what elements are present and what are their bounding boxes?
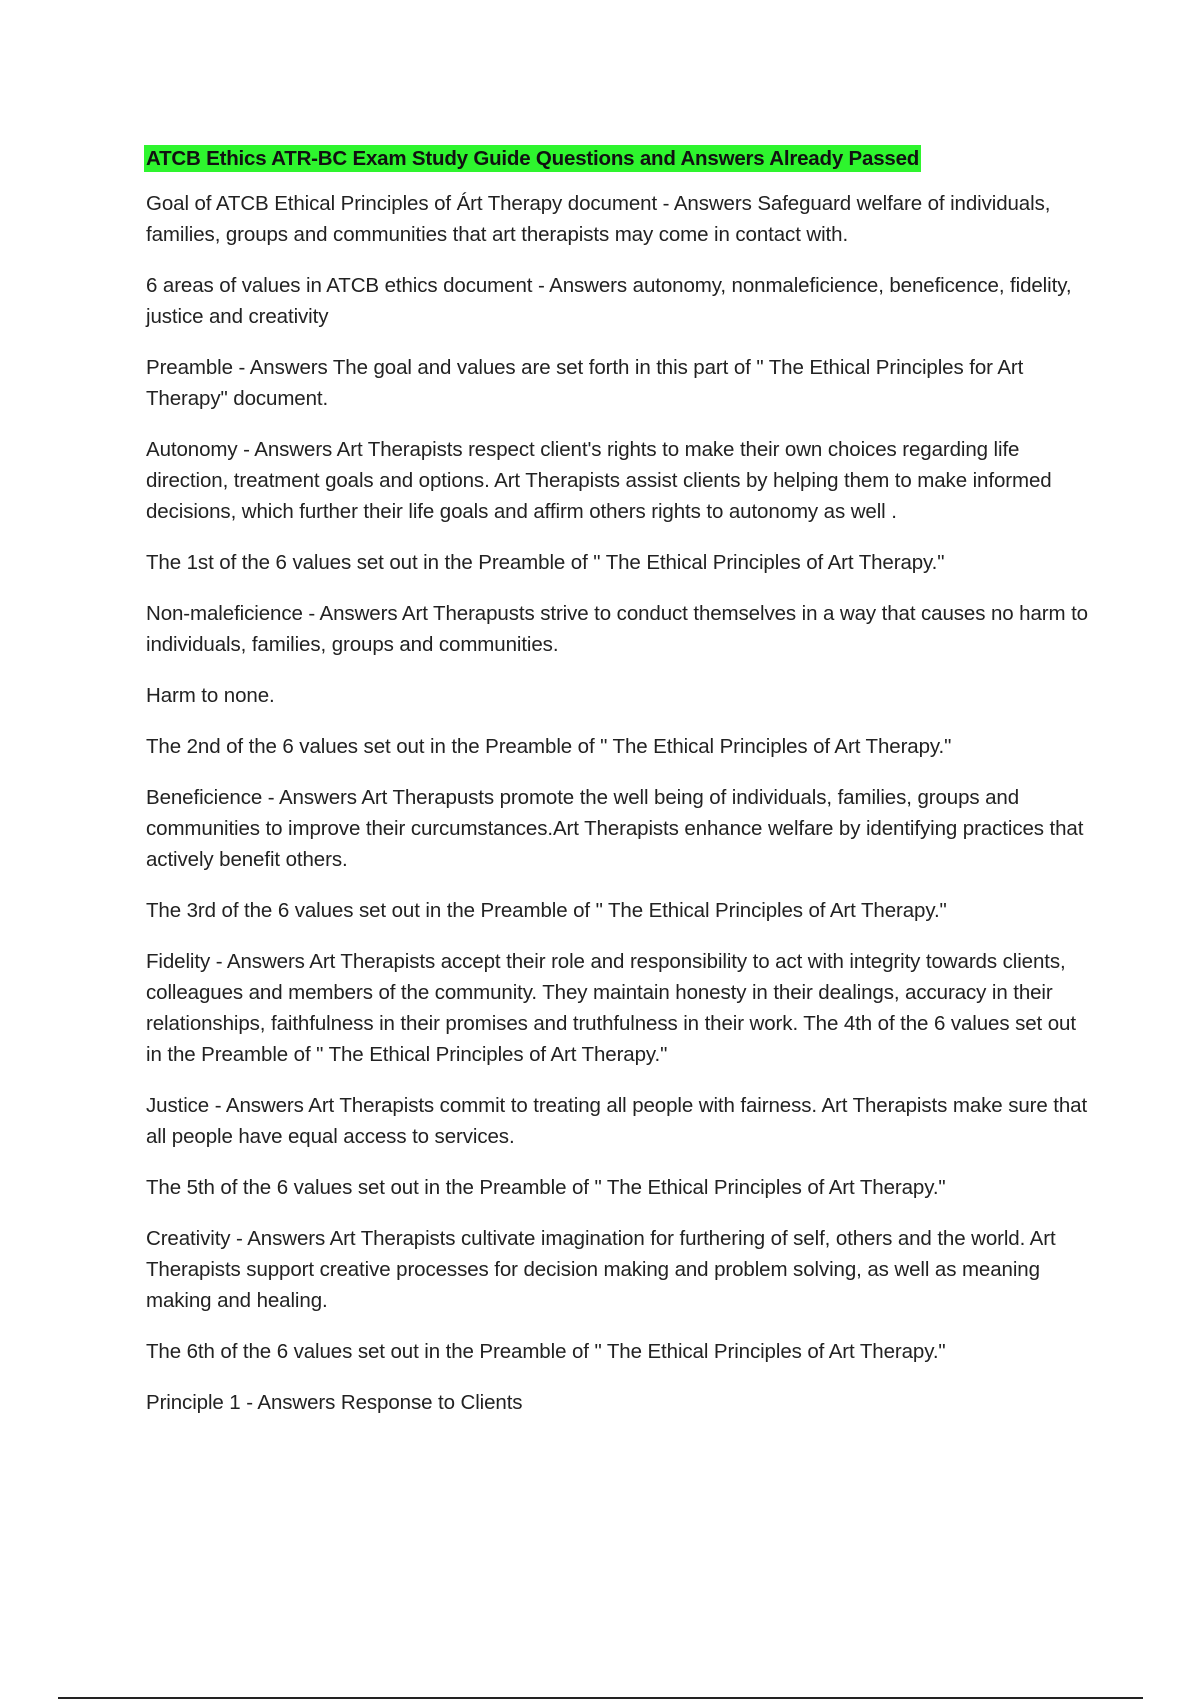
document-page	[146, 145, 1096, 1438]
note-value-2: The 2nd of the 6 values set out in the Preamble of " The Ethical Principles of Art Therapy."	[146, 735, 952, 758]
qa-autonomy: Autonomy - Answers Art Therapists respect client's rights to make their own choices regarding life direction, treatment goals and options. Art Therapists assist clients by helping them to make informed decisions, which further their life goals and affirm others rights to autonomy as well .	[146, 438, 1052, 523]
note-value-1: The 1st of the 6 values set out in the Preamble of " The Ethical Principles of Art Therapy."	[146, 551, 945, 574]
qa-non-maleficience: Non-maleficience - Answers Art Therapusts strive to conduct themselves in a way that causes no harm to individuals, families, groups and communities.	[146, 602, 1088, 656]
qa-principle-1: Principle 1 - Answers Response to Clients	[146, 1391, 523, 1414]
qa-creativity: Creativity - Answers Art Therapists cultivate imagination for furthering of self, others and the world. Art Therapists support creative processes for decision making and problem solving, as well as meaning making and healing.	[146, 1227, 1056, 1312]
note-value-5: The 5th of the 6 values set out in the Preamble of " The Ethical Principles of Art Therapy."	[146, 1176, 946, 1199]
qa-fidelity: Fidelity - Answers Art Therapists accept their role and responsibility to act with integrity towards clients, colleagues and members of the community. They maintain honesty in their dealings, accuracy in their relationships, faithfulness in their promises and truthfulness in their work. The 4th of the 6 values set out in the Preamble of " The Ethical Principles of Art Therapy."	[146, 950, 1076, 1066]
note-value-3: The 3rd of the 6 values set out in the Preamble of " The Ethical Principles of Art Therapy."	[146, 899, 947, 922]
page-bottom-rule	[58, 1697, 1143, 1699]
qa-goal: Goal of ATCB Ethical Principles of Árt Therapy document - Answers Safeguard welfare of individuals, families, groups and communities that art therapists may come in contact with.	[146, 192, 1051, 246]
note-value-6: The 6th of the 6 values set out in the Preamble of " The Ethical Principles of Art Therapy."	[146, 1340, 946, 1363]
qa-preamble: Preamble - Answers The goal and values are set forth in this part of " The Ethical Principles for Art Therapy" document.	[146, 356, 1024, 410]
qa-six-areas: 6 areas of values in ATCB ethics document - Answers autonomy, nonmaleficience, beneficence, fidelity, justice and creativity	[146, 274, 1072, 328]
note-harm-to-none: Harm to none.	[146, 684, 275, 707]
qa-justice: Justice - Answers Art Therapists commit to treating all people with fairness. Art Therapists make sure that all people have equal access to services.	[146, 1094, 1088, 1148]
document-title: ATCB Ethics ATR-BC Exam Study Guide Questions and Answers Already Passed	[146, 147, 920, 170]
qa-beneficience: Beneficience - Answers Art Therapusts promote the well being of individuals, families, groups and communities to improve their curcumstances.Art Therapists enhance welfare by identifying practices that actively benefit others.	[146, 786, 1084, 871]
